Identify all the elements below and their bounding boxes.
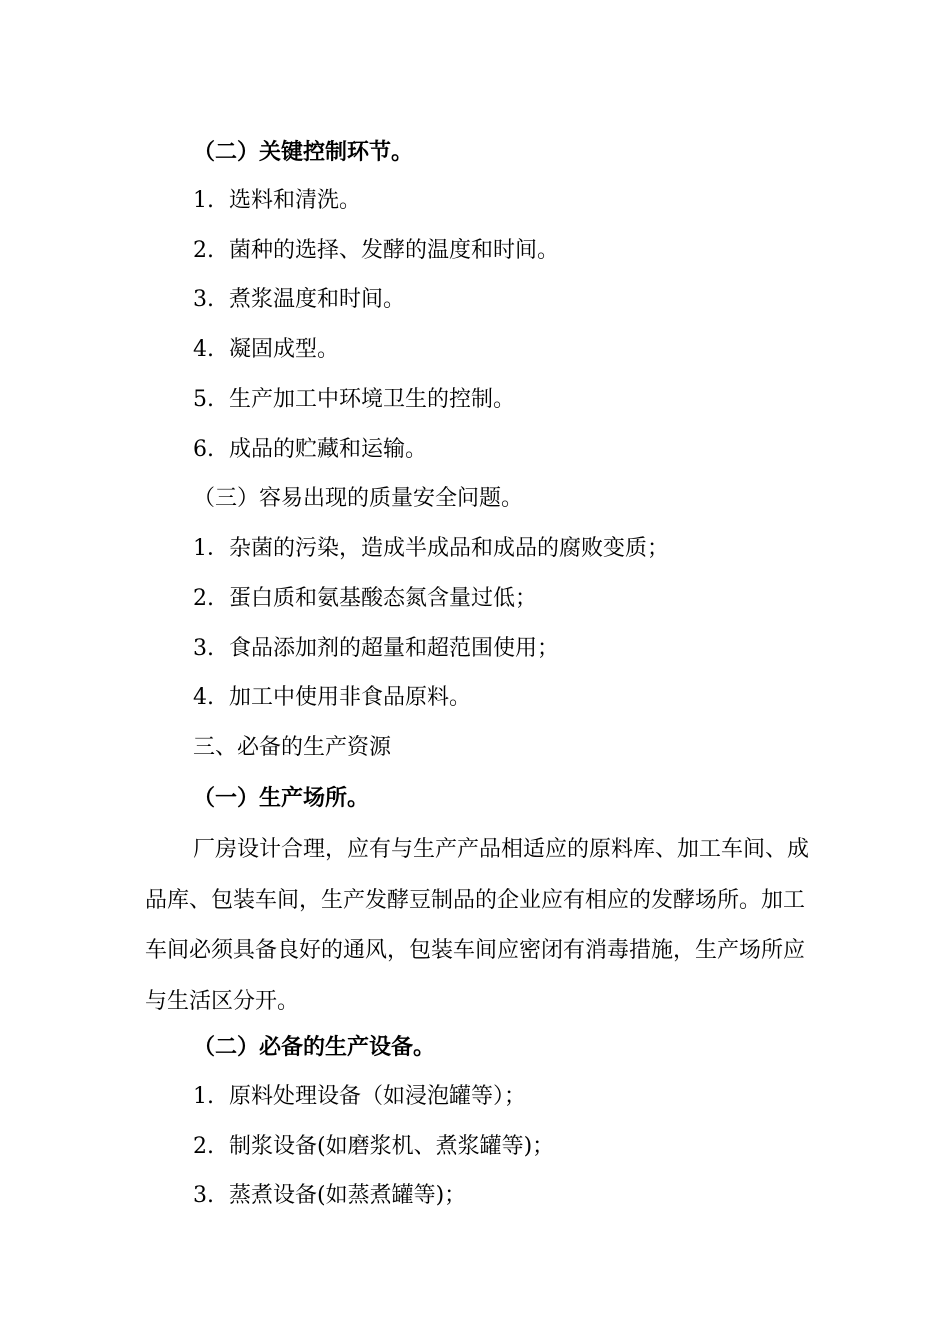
heading-quality-issues: （三）容易出现的质量安全问题。 xyxy=(193,486,524,511)
heading-production-site: （一）生产场所。 xyxy=(193,785,370,811)
list-item: 3. 蒸煮设备(如蒸煮罐等)； xyxy=(193,1183,467,1208)
list-item: 6. 成品的贮藏和运输。 xyxy=(193,437,428,462)
list-item: 4. 凝固成型。 xyxy=(193,337,340,362)
list-item: 2. 蛋白质和氨基酸态氮含量过低； xyxy=(193,586,538,611)
site-paragraph: 厂房设计合理，应有与生产产品相适应的原料库、加工车间、成品库、包装车间，生产发酵豆制品的企业应有相应的发酵场所。加工车间必须具备良好的通风，包装车间应密闭有消毒措施，生产场所应与生活区分开。 xyxy=(145,837,810,1014)
list-item: 5. 生产加工中环境卫生的控制。 xyxy=(193,387,516,412)
list-item: 3. 煮浆温度和时间。 xyxy=(193,287,406,312)
list-item: 4. 加工中使用非食品原料。 xyxy=(193,685,472,710)
heading-equipment: （二）必备的生产设备。 xyxy=(193,1034,436,1060)
list-item: 1．杂菌的污染，造成半成品和成品的腐败变质； xyxy=(193,536,670,561)
list-item: 1. 原料处理设备（如浸泡罐等）； xyxy=(193,1084,527,1109)
heading-key-control: （二）关键控制环节。 xyxy=(193,139,414,165)
list-item: 1. 选料和清洗。 xyxy=(193,188,362,213)
list-item: 2. 菌种的选择、发酵的温度和时间。 xyxy=(193,238,560,263)
list-item: 2. 制浆设备(如磨浆机、煮浆罐等)； xyxy=(193,1134,555,1159)
list-item: 3. 食品添加剂的超量和超范围使用； xyxy=(193,636,560,661)
chapter-heading: 三、必备的生产资源 xyxy=(193,735,392,760)
